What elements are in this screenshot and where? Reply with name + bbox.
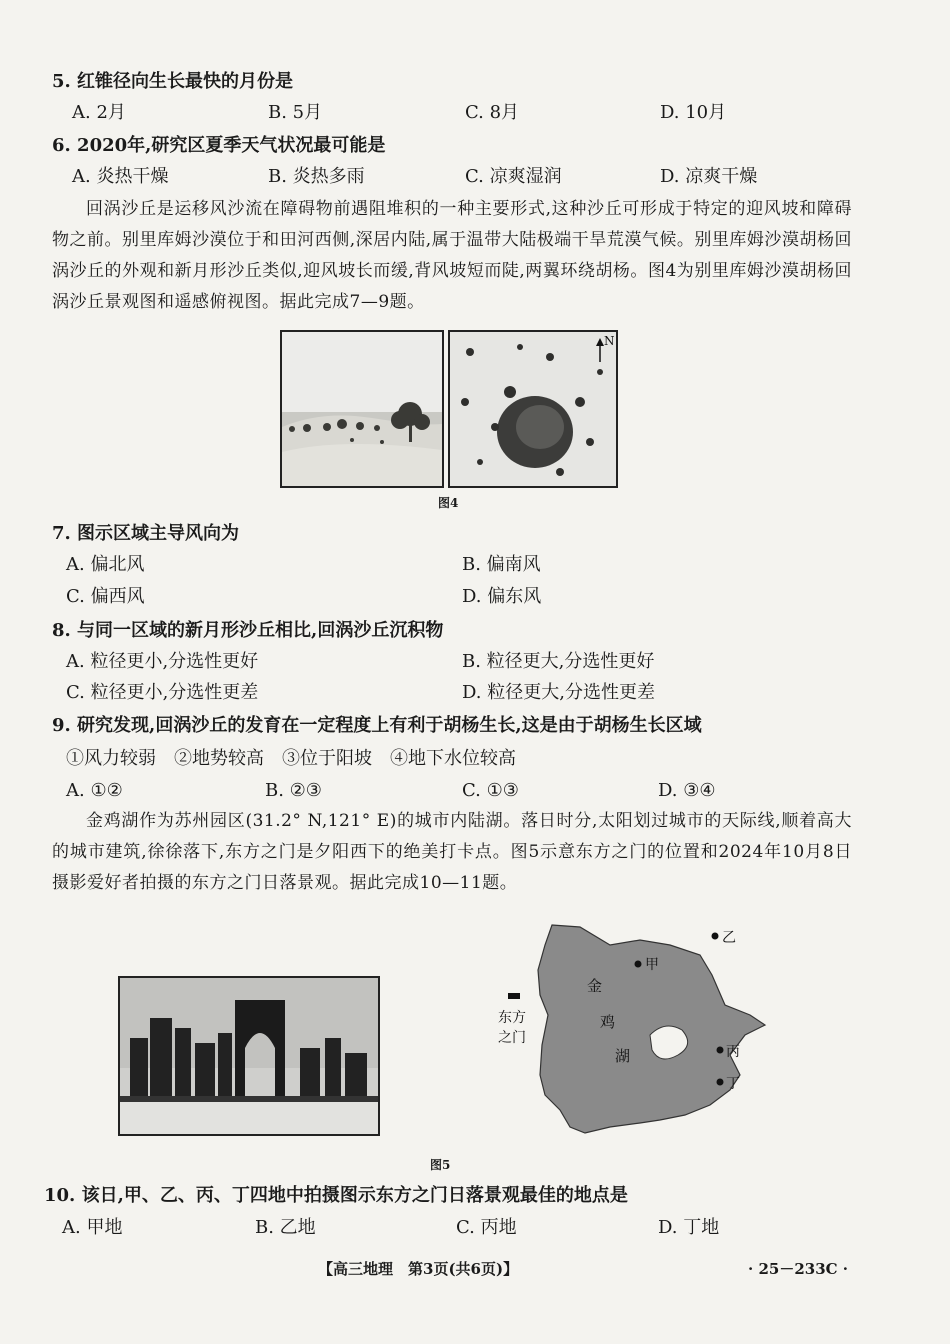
q7-stem: 7. 图示区域主导风向为	[52, 523, 240, 544]
q7-option-b: B. 偏南风	[462, 554, 541, 575]
q10-option-b: B. 乙地	[255, 1217, 316, 1238]
q6-option-b: B. 炎热多雨	[268, 166, 365, 187]
footer-page-info: 【高三地理 第3页(共6页)】	[318, 1260, 519, 1278]
fig4-north-label: N	[604, 334, 615, 348]
fig5-point-bing: 丙	[726, 1044, 740, 1060]
passage-dunes	[52, 194, 852, 318]
q6-option-d: D. 凉爽干燥	[660, 166, 758, 187]
q8-option-a: A. 粒径更小,分选性更好	[66, 651, 259, 672]
q10-option-a: A. 甲地	[62, 1217, 123, 1238]
q7-option-a: A. 偏北风	[66, 554, 145, 575]
q6-option-a: A. 炎热干燥	[72, 166, 169, 187]
q8-option-c: C. 粒径更小,分选性更差	[66, 682, 259, 703]
q7-option-c: C. 偏西风	[66, 586, 145, 607]
q10-option-d: D. 丁地	[658, 1217, 720, 1238]
fig5-point-jia: 甲	[645, 957, 659, 973]
q8-option-d: D. 粒径更大,分选性更差	[462, 682, 655, 703]
fig5-lake-char-1: 金	[587, 977, 603, 995]
q6-stem: 6. 2020年,研究区夏季天气状况最可能是	[52, 135, 386, 156]
q9-stem: 9. 研究发现,回涡沙丘的发育在一定程度上有利于胡杨生长,这是由于胡杨生长区域	[52, 715, 702, 736]
q5-option-b: B. 5月	[268, 102, 323, 123]
q9-option-c: C. ①③	[462, 780, 519, 801]
q5-option-a: A. 2月	[72, 102, 126, 123]
q10-option-c: C. 丙地	[456, 1217, 517, 1238]
fig5-lake-map	[490, 915, 780, 1145]
q8-option-b: B. 粒径更大,分选性更好	[462, 651, 655, 672]
fig5-lake-char-3: 湖	[615, 1047, 631, 1065]
q9-option-d: D. ③④	[658, 780, 716, 801]
fig4-caption: 图4	[438, 496, 459, 510]
footer-code: · 25－233C ·	[748, 1260, 849, 1278]
q7-option-d: D. 偏东风	[462, 586, 542, 607]
fig4-remote-sensing-image	[448, 330, 618, 488]
fig5-point-yi: 乙	[722, 930, 736, 946]
fig5-point-ding: 丁	[726, 1076, 740, 1092]
fig5-sunset-photo	[118, 976, 380, 1136]
q9-statements: ①风力较弱 ②地势较高 ③位于阳坡 ④地下水位较高	[66, 748, 516, 769]
q9-option-b: B. ②③	[265, 780, 322, 801]
q5-stem: 5. 红锥径向生长最快的月份是	[52, 71, 294, 92]
q6-option-c: C. 凉爽湿润	[465, 166, 562, 187]
passage-jinji-lake-text: 金鸡湖作为苏州园区(31.2° N,121° E)的城市内陆湖。落日时分,太阳划过城市的天际线,顺着高大的城市建筑,徐徐落下,东方之门是夕阳西下的绝美打卡点。图5示意东方之门的位置和2024年10月8日摄影爱好者拍摄的东方之门日落景观。据此完成10—11题。	[52, 811, 852, 893]
passage-dunes-text: 回涡沙丘是运移风沙流在障碍物前遇阻堆积的一种主要形式,这种沙丘可形成于特定的迎风坡和障碍物之前。别里库姆沙漠位于和田河西侧,深居内陆,属于温带大陆极端干旱荒漠气候。别里库姆沙漠胡杨回涡沙丘的外观和新月形沙丘类似,迎风坡长而缓,背风坡短而陡,两翼环绕胡杨。图4为别里库姆沙漠胡杨回涡沙丘景观图和遥感俯视图。据此完成7—9题。	[52, 199, 852, 312]
q9-option-a: A. ①②	[66, 780, 123, 801]
fig5-lake-char-2: 鸡	[600, 1013, 616, 1031]
fig5-caption: 图5	[430, 1158, 451, 1172]
q5-option-c: C. 8月	[465, 102, 520, 123]
passage-jinji-lake	[52, 806, 852, 899]
fig5-gate-label-2: 之门	[498, 1030, 526, 1046]
q8-stem: 8. 与同一区域的新月形沙丘相比,回涡沙丘沉积物	[52, 620, 444, 641]
q5-option-d: D. 10月	[660, 102, 727, 123]
fig5-gate-label-1: 东方	[498, 1010, 526, 1026]
fig4-landscape-photo	[280, 330, 444, 488]
q10-stem: 10. 该日,甲、乙、丙、丁四地中拍摄图示东方之门日落景观最佳的地点是	[44, 1185, 628, 1206]
